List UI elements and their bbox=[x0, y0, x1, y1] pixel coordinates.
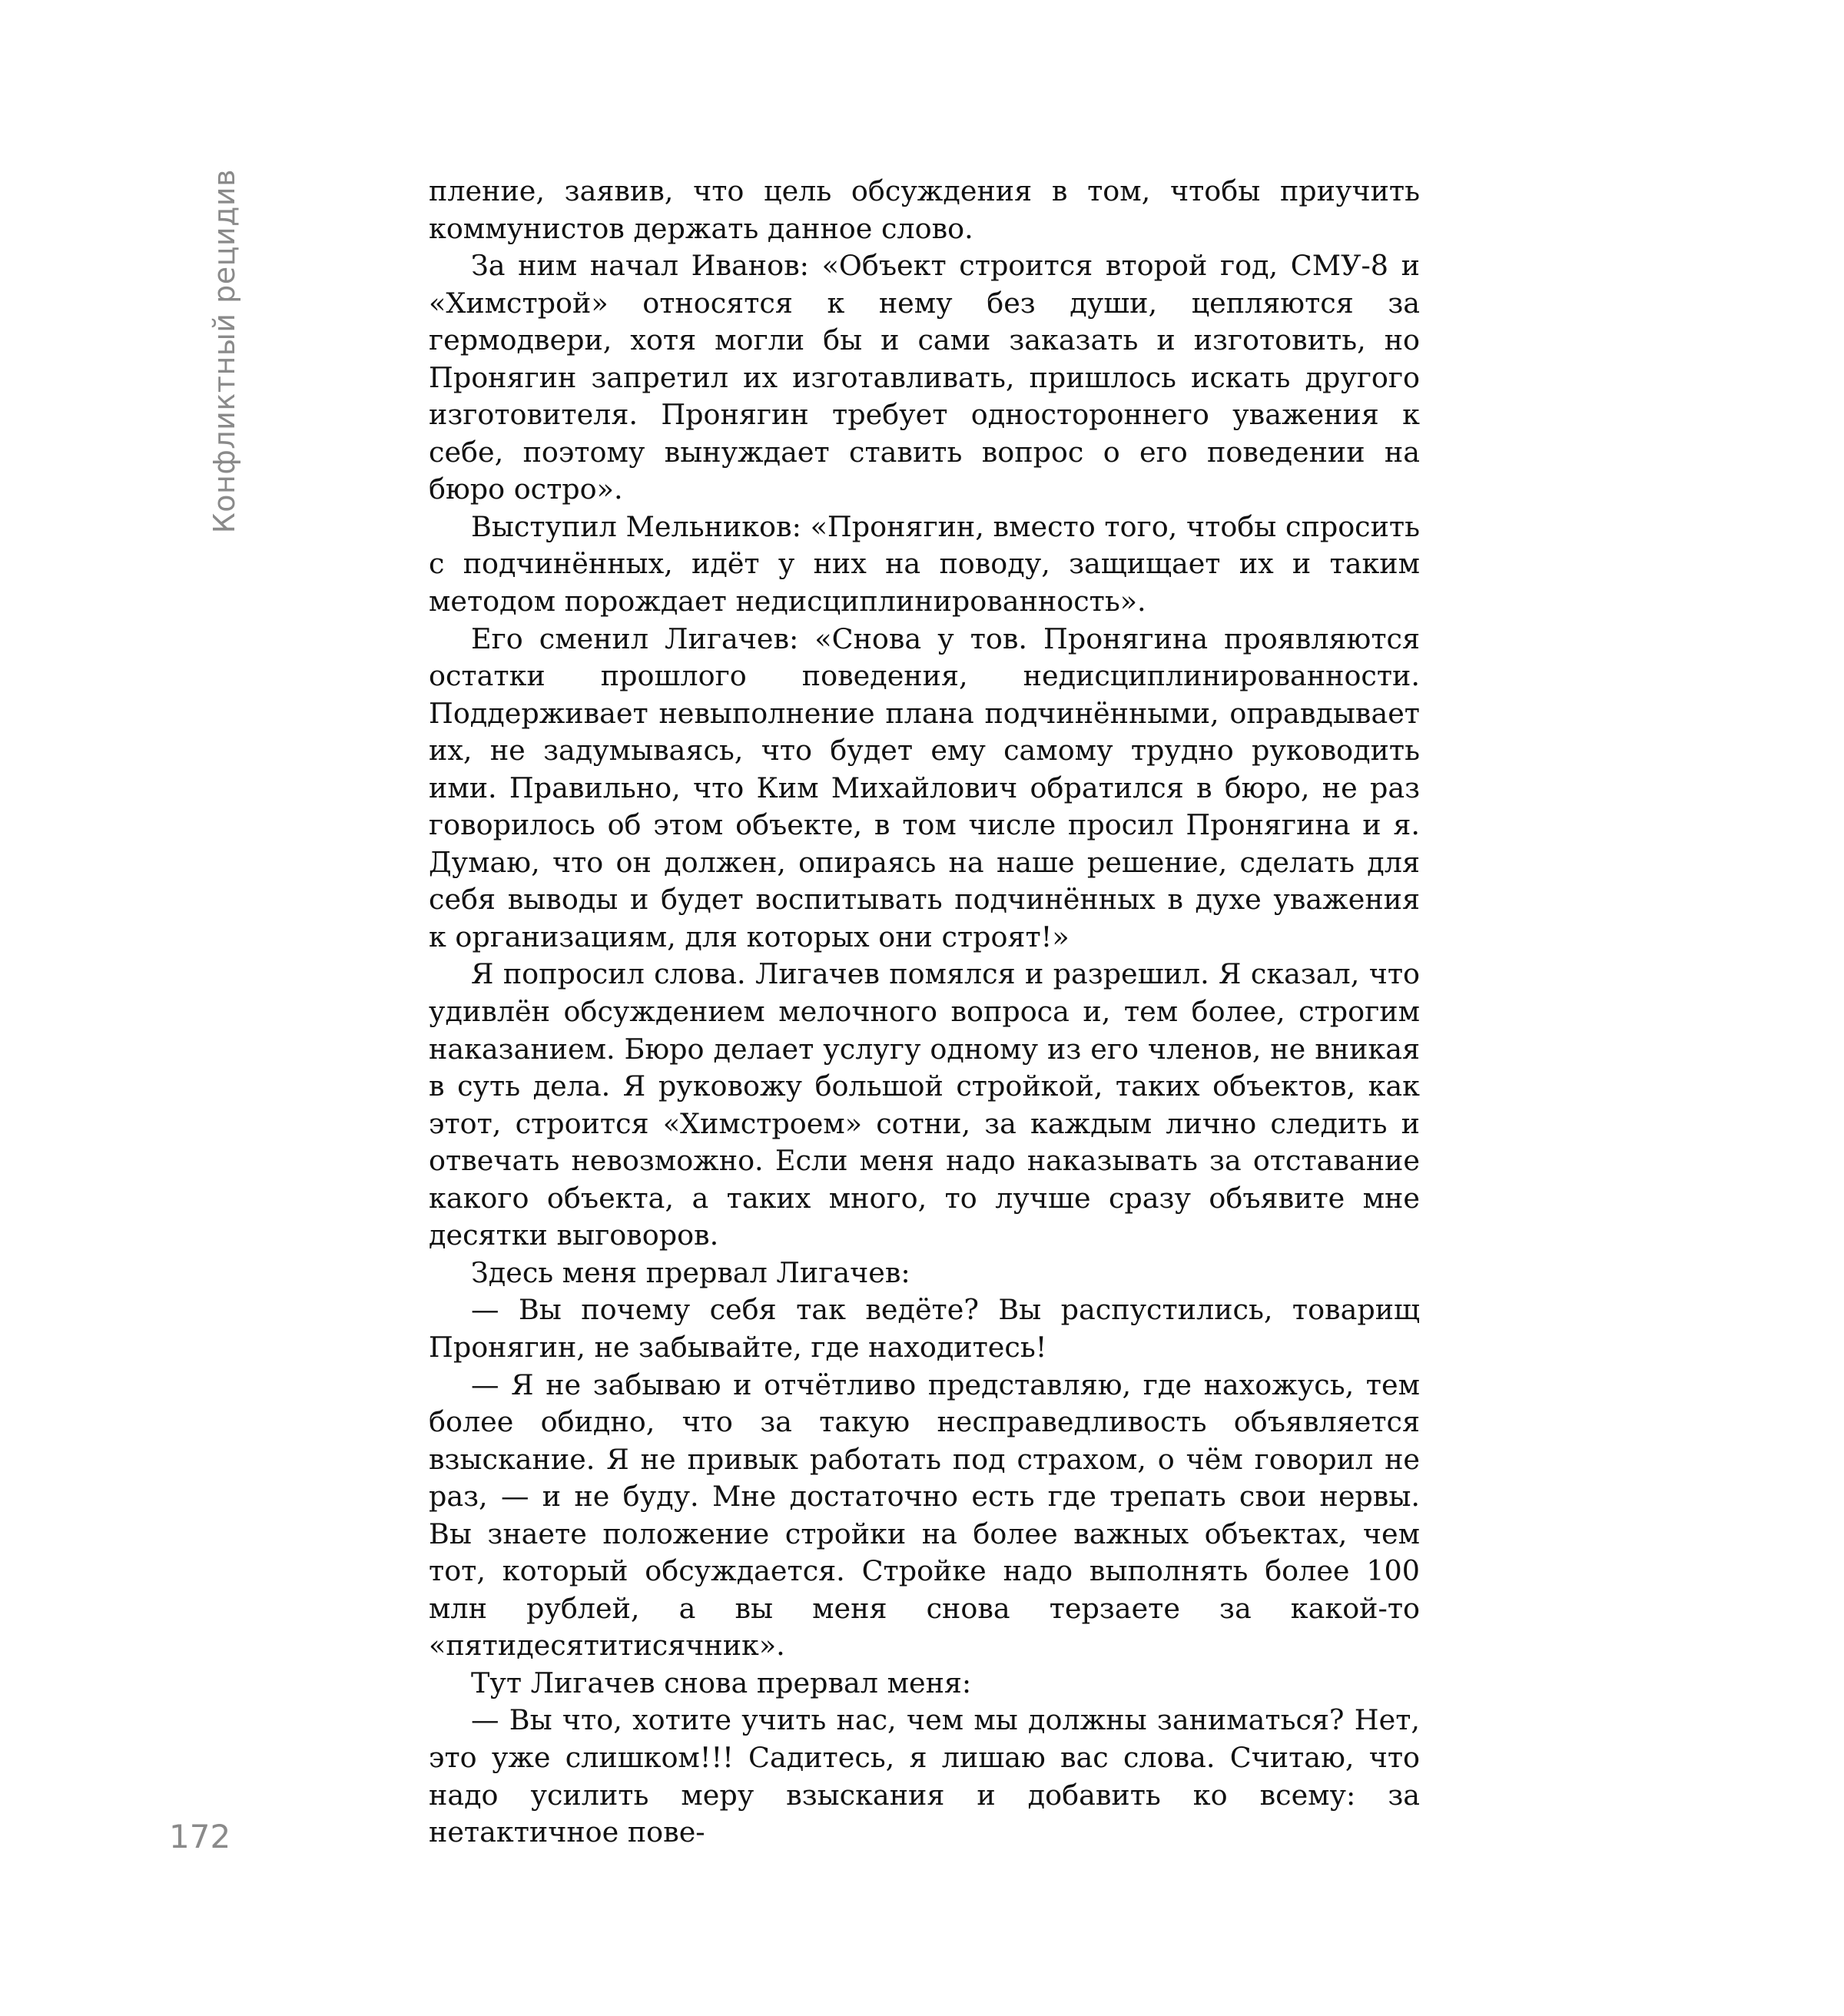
page-number: 172 bbox=[169, 1818, 231, 1855]
dialogue-paragraph: — Я не забываю и отчётливо представляю, где нахожусь, тем более обидно, что за такую несправедливость объявляется взыскание. Я не привык работать под страхом, о чём говорил не раз, — и не буду. Мне достаточно есть где трепать свои нервы. Вы знаете положение стройки на более важных объектах, чем тот, который обсуждается. Стройке надо выполнять более 100 млн рублей, а вы меня снова терзаете за какой-то «пятидесятитисячник». bbox=[429, 1368, 1420, 1663]
paragraph: Тут Лигачев снова прервал меня: bbox=[471, 1666, 972, 1699]
paragraph: Я попросил слова. Лигачев помялся и разрешил. Я сказал, что удивлён обсуждением мелочного вопроса и, тем более, строгим наказанием. Бюро делает услугу одному из его членов, не вникая в суть дела. Я руковожу большой стройкой, таких объектов, как этот, строится «Химстроем» сотни, за каждым лично следить и отвечать невозможно. Если меня надо наказывать за отставание какого объекта, а таких много, то лучше сразу объявите мне десятки выговоров. bbox=[429, 957, 1420, 1252]
paragraph: За ним начал Иванов: «Объект строится второй год, СМУ-8 и «Химстрой» относятся к нему без души, цепляются за гермодвери, хотя могли бы и сами заказать и изготовить, но Пронягин запретил их изготавливать, пришлось искать другого изготовителя. Пронягин требует одностороннего уважения к себе, поэтому вынуждает ставить вопрос о его поведении на бюро остро». bbox=[429, 249, 1420, 506]
paragraph: Его сменил Лигачев: «Снова у тов. Пронягина проявляются остатки прошлого поведения, недисциплинированности. Поддерживает невыполнение плана подчинёнными, оправдывает их, не задумываясь, что будет ему самому трудно руководить ими. Правильно, что Ким Михайлович обратился в бюро, не раз говорилось об этом объекте, в том числе просил Пронягина и я. Думаю, что он должен, опираясь на наше решение, сделать для себя выводы и будет воспитывать подчинённых в духе уважения к организациям, для которых они строят!» bbox=[429, 622, 1420, 953]
paragraph: пление, заявив, что цель обсуждения в том, чтобы приучить коммунистов держать данное слово. bbox=[429, 174, 1420, 245]
body-text bbox=[429, 173, 1420, 1852]
dialogue-paragraph: — Вы почему себя так ведёте? Вы распустились, товарищ Пронягин, не забывайте, где находитесь! bbox=[429, 1293, 1420, 1364]
dialogue-paragraph: — Вы что, хотите учить нас, чем мы должны заниматься? Нет, это уже слишком!!! Садитесь, я лишаю вас слова. Считаю, что надо усилить меру взыскания и добавить ко всему: за нетактичное пове- bbox=[429, 1703, 1420, 1849]
paragraph: Здесь меня прервал Лигачев: bbox=[471, 1255, 910, 1289]
running-head-text: Конфликтный рецидив bbox=[207, 169, 241, 534]
paragraph: Выступил Мельников: «Пронягин, вместо того, чтобы спросить с подчинённых, идёт у них на поводу, защищает их и таким методом порождает недисциплинированность». bbox=[429, 509, 1420, 618]
running-head bbox=[207, 169, 241, 533]
